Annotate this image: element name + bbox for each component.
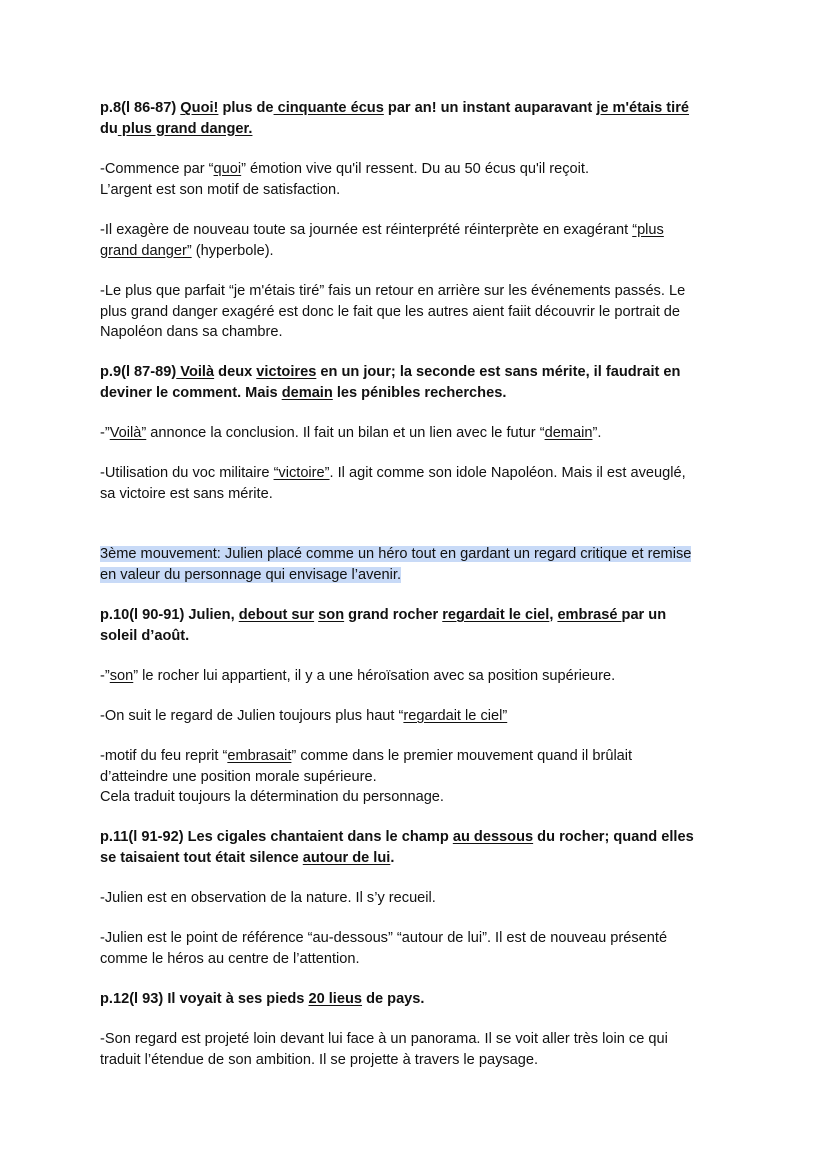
comment-text: Napoléon dans sa chambre.	[100, 324, 283, 340]
comment-paragraph	[100, 423, 732, 444]
quote-heading-p10	[100, 605, 732, 646]
comment-text: -Le plus que parfait “je m'étais tiré” fais un retour en arrière sur les événements passés. Le	[100, 283, 686, 299]
quote-text: ,	[549, 607, 558, 623]
underlined-quote: 20 lieus	[308, 991, 363, 1007]
comment-paragraph	[100, 706, 732, 727]
comment-paragraph	[100, 159, 732, 200]
underlined-quote: Quoi!	[180, 100, 219, 116]
quote-heading-p9	[100, 362, 732, 403]
quote-text: .	[390, 849, 395, 866]
underlined-quote: plus grand danger.	[117, 120, 253, 137]
comment-text: plus grand danger exagéré est donc le fait que les autres aient faiit découvrir le portrait de	[100, 303, 681, 320]
quote-text: par un	[621, 607, 667, 623]
quote-heading-p8	[100, 98, 732, 139]
quote-text: deux	[214, 364, 257, 380]
comment-text: -Son regard est projeté loin devant lui face à un panorama. Il se voit aller très loin ce qui	[100, 1031, 668, 1047]
underlined-quote: autour de lui	[302, 849, 391, 866]
comment-text: ” comme dans le premier mouvement quand il brûlait	[291, 748, 633, 764]
quote-text: deviner le comment. Mais	[100, 384, 282, 401]
quote-ref: p.8(l 86-87)	[100, 100, 181, 116]
comment-text: (hyperbole).	[191, 242, 274, 259]
underlined-word: “plus	[632, 222, 664, 238]
comment-text: -motif du feu reprit “	[100, 748, 228, 764]
quote-heading-p12	[100, 989, 732, 1010]
quote-ref: p.10(l 90-91) Julien,	[100, 607, 239, 623]
underlined-word: demain	[544, 425, 593, 441]
underlined-quote: Voilà	[176, 364, 215, 380]
comment-text: ” émotion vive qu'il ressent. Du au 50 écus qu'il reçoit.	[241, 161, 590, 177]
underlined-quote: je m'étais tiré	[596, 100, 690, 116]
underlined-quote: au dessous	[452, 829, 534, 845]
comment-paragraph	[100, 1029, 732, 1070]
quote-text: du rocher; quand elles	[533, 829, 694, 845]
comment-paragraph	[100, 666, 732, 687]
comment-text: -Utilisation du voc militaire	[100, 465, 274, 481]
comment-paragraph	[100, 888, 732, 909]
comment-text: -Commence par “	[100, 161, 214, 177]
comment-text: . Il agit comme son idole Napoléon. Mais il est aveuglé,	[329, 465, 686, 481]
underlined-word: Voilà”	[109, 425, 147, 441]
underlined-word: son	[109, 668, 134, 684]
quote-text: se taisaient tout était silence	[100, 849, 303, 866]
underlined-quote: demain	[281, 384, 333, 401]
quote-text: plus de	[218, 100, 274, 116]
comment-text: comme le héros au centre de l’attention.	[100, 950, 360, 967]
underlined-word: “victoire”	[273, 465, 330, 481]
underlined-word: embrasait	[227, 748, 292, 764]
highlighted-text: 3ème mouvement: Julien placé comme un héro tout en gardant un regard critique et remise	[100, 546, 692, 562]
underlined-quote: regardait le ciel	[442, 607, 550, 623]
quote-text: les pénibles recherches.	[332, 384, 507, 401]
comment-text: ”.	[592, 425, 602, 441]
underlined-quote: embrasé	[557, 607, 622, 623]
comment-paragraph	[100, 281, 732, 343]
quote-heading-p11	[100, 827, 732, 868]
comment-text: Cela traduit toujours la détermination du personnage.	[100, 789, 444, 805]
quote-text: par an! un instant auparavant	[383, 100, 597, 116]
underlined-word: quoi	[213, 161, 242, 177]
underlined-quote: cinquante écus	[273, 100, 384, 116]
movement-heading	[100, 544, 732, 585]
comment-text: -Julien est en observation de la nature. Il s’y recueil.	[100, 890, 436, 906]
underlined-quote: debout sur	[238, 607, 315, 623]
quote-text: grand rocher	[344, 607, 443, 623]
quote-text: soleil d’août.	[100, 627, 190, 644]
quote-text: de pays.	[362, 991, 425, 1007]
quote-text: p.12(l 93) Il voyait à ses pieds	[100, 991, 309, 1007]
comment-text: sa victoire est sans mérite.	[100, 485, 273, 502]
comment-text: -Julien est le point de référence “au-dessous” “autour de lui”. Il est de nouveau présenté	[100, 930, 668, 946]
comment-text: -”	[100, 425, 110, 441]
comment-paragraph	[100, 746, 732, 808]
underlined-word: grand danger”	[100, 242, 192, 259]
quote-text: p.11(l 91-92) Les cigales chantaient dans le champ	[100, 829, 453, 845]
comment-text: traduit l’étendue de son ambition. Il se projette à travers le paysage.	[100, 1051, 539, 1068]
underlined-quote: son	[318, 607, 345, 623]
comment-text: d’atteindre une position morale supérieure.	[100, 768, 377, 785]
quote-text: en un jour; la seconde est sans mérite, il faudrait en	[316, 364, 681, 380]
comment-paragraph	[100, 928, 732, 969]
quote-ref: p.9(l 87-89)	[100, 364, 177, 380]
comment-text: -On suit le regard de Julien toujours plus haut “	[100, 708, 404, 724]
underlined-word: regardait le ciel”	[403, 708, 508, 724]
comment-paragraph	[100, 463, 732, 504]
comment-paragraph	[100, 220, 732, 261]
underlined-quote: victoires	[256, 364, 317, 380]
comment-text: -Il exagère de nouveau toute sa journée est réinterprété réinterprète en exagérant	[100, 222, 633, 238]
comment-text: L’argent est son motif de satisfaction.	[100, 181, 341, 198]
highlighted-text: en valeur du personnage qui envisage l’avenir.	[100, 566, 402, 583]
comment-text: annonce la conclusion. Il fait un bilan et un lien avec le futur “	[146, 425, 545, 441]
comment-text: -”	[100, 668, 110, 684]
quote-text: du	[100, 120, 118, 137]
comment-text: ” le rocher lui appartient, il y a une héroïsation avec sa position supérieure.	[133, 668, 616, 684]
